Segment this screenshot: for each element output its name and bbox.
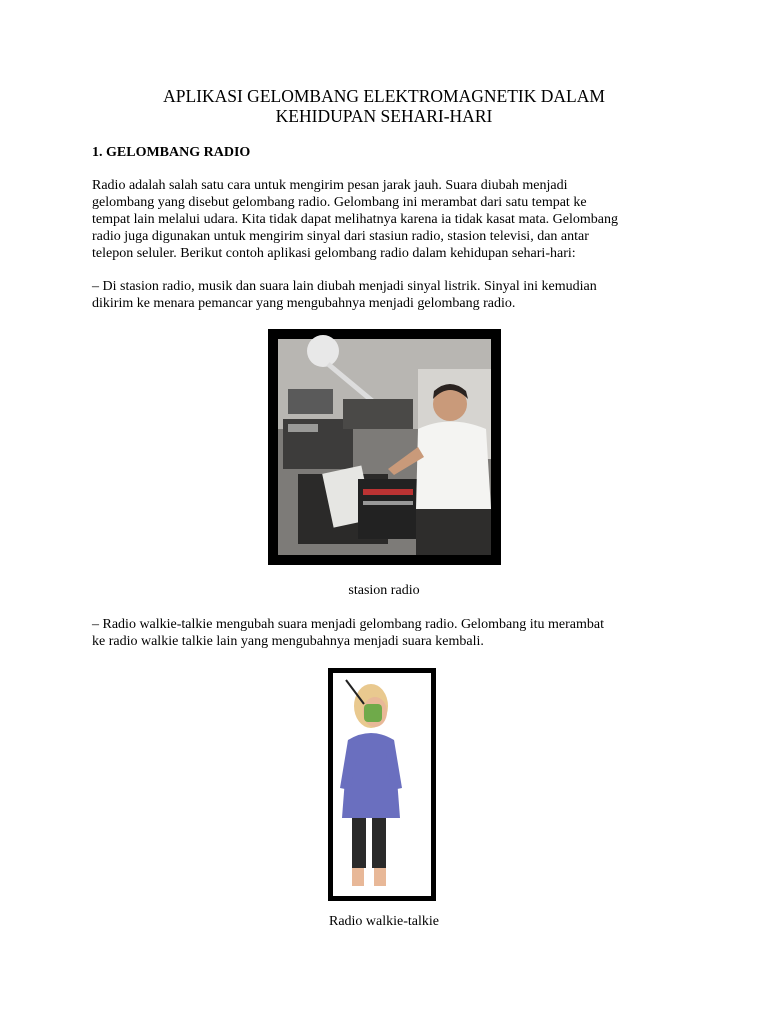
text-line: tempat lain melalui udara. Kita tidak dapat melihatnya karena ia tidak kasat mata. Gelombang [92,212,618,227]
title-line: KEHIDUPAN SEHARI-HARI [275,106,493,126]
text-line: ke radio walkie talkie lain yang mengubahnya menjadi suara kembali. [92,634,484,649]
text-line: telepon seluler. Berikut contoh aplikasi gelombang radio dalam kehidupan sehari-hari: [92,246,576,261]
walkie-talkie-caption: Radio walkie-talkie [328,914,440,929]
item-radio-station-paragraph [92,278,692,312]
document-title [0,86,768,126]
text-line: Radio adalah salah satu cara untuk mengirim pesan jarak jauh. Suara diubah menjadi [92,178,568,193]
walkie-talkie-photo [328,668,436,901]
intro-paragraph [92,177,692,262]
section-heading: 1. GELOMBANG RADIO [92,145,251,160]
radio-station-caption: stasion radio [348,583,420,598]
radio-station-photo [268,329,501,565]
text-line: radio juga digunakan untuk mengirim sinyal dari stasiun radio, stasion televisi, dan antar [92,229,589,244]
text-line: – Di stasion radio, musik dan suara lain diubah menjadi sinyal listrik. Sinyal ini kemudian [92,279,597,294]
text-line: – Radio walkie-talkie mengubah suara menjadi gelombang radio. Gelombang itu merambat [92,617,605,632]
title-line: APLIKASI GELOMBANG ELEKTROMAGNETIK DALAM [163,86,605,106]
item-walkie-talkie-paragraph [92,616,692,650]
text-line: gelombang yang disebut gelombang radio. Gelombang ini merambat dari satu tempat ke [92,195,587,210]
text-line: dikirim ke menara pemancar yang mengubahnya menjadi gelombang radio. [92,296,516,311]
